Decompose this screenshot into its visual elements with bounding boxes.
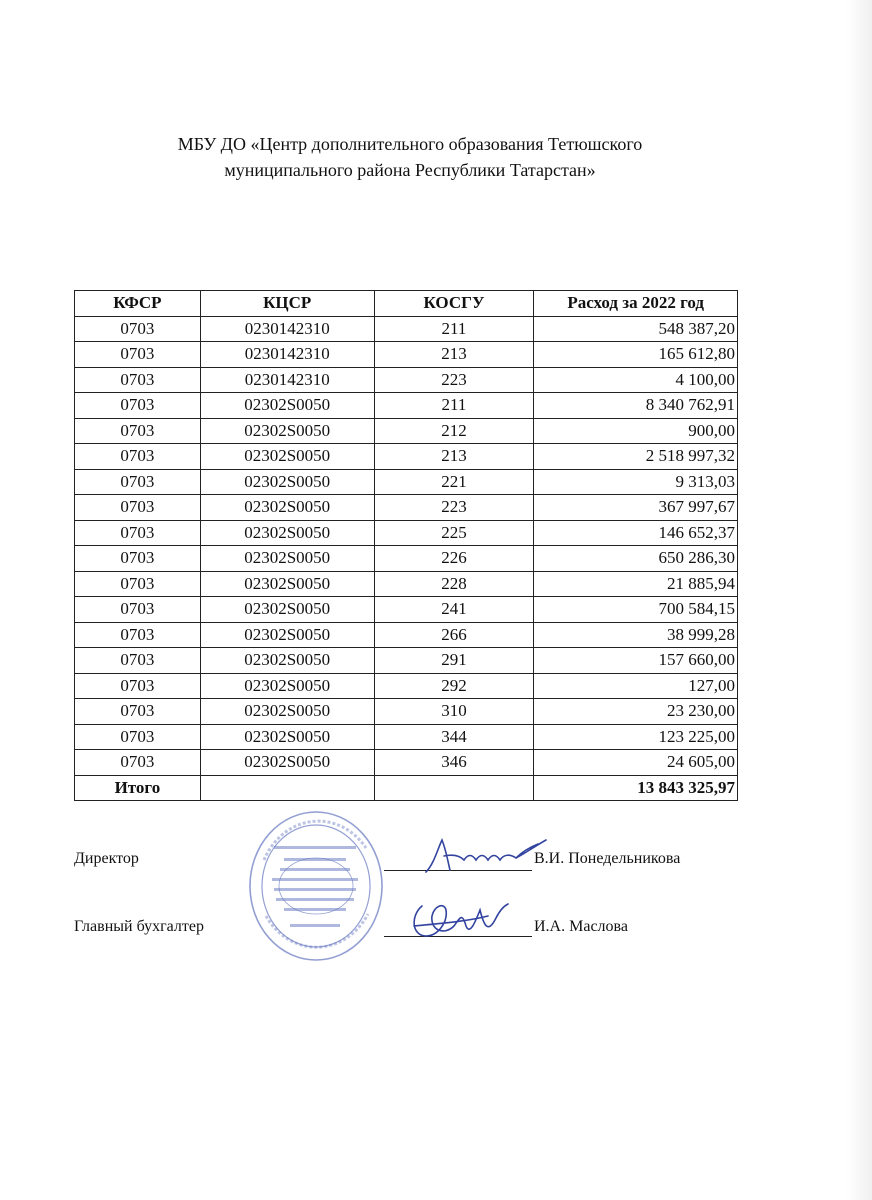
- cell-kfsr: 0703: [75, 418, 201, 444]
- table-row: [75, 699, 738, 725]
- table-body: [75, 316, 738, 775]
- cell-kfsr: 0703: [75, 393, 201, 419]
- cell-kcsr: 02302S0050: [200, 597, 374, 623]
- table-row: [75, 444, 738, 470]
- cell-kosgu: 213: [374, 444, 534, 470]
- cell-kosgu: 221: [374, 469, 534, 495]
- table-row: [75, 342, 738, 368]
- cell-kosgu: 346: [374, 750, 534, 776]
- cell-kcsr: 02302S0050: [200, 495, 374, 521]
- cell-kosgu: 211: [374, 393, 534, 419]
- cell-kcsr: 0230142310: [200, 342, 374, 368]
- scan-edge-shadow: [846, 0, 872, 1200]
- header-kfsr: КФСР: [75, 291, 201, 317]
- cell-kcsr: 02302S0050: [200, 393, 374, 419]
- cell-expense: 548 387,20: [534, 316, 738, 342]
- cell-kcsr: 02302S0050: [200, 724, 374, 750]
- cell-kosgu: 228: [374, 571, 534, 597]
- cell-kfsr: 0703: [75, 342, 201, 368]
- table-row: [75, 393, 738, 419]
- cell-kfsr: 0703: [75, 597, 201, 623]
- cell-kfsr: 0703: [75, 673, 201, 699]
- table-row: [75, 469, 738, 495]
- total-empty-cell: [200, 775, 374, 801]
- table-row: [75, 648, 738, 674]
- cell-expense: 24 605,00: [534, 750, 738, 776]
- cell-expense: 127,00: [534, 673, 738, 699]
- cell-expense: 146 652,37: [534, 520, 738, 546]
- cell-kfsr: 0703: [75, 495, 201, 521]
- cell-expense: 367 997,67: [534, 495, 738, 521]
- cell-expense: 165 612,80: [534, 342, 738, 368]
- header-kosgu: КОСГУ: [374, 291, 534, 317]
- cell-kfsr: 0703: [75, 546, 201, 572]
- cell-kcsr: 02302S0050: [200, 571, 374, 597]
- cell-expense: 650 286,30: [534, 546, 738, 572]
- cell-kcsr: 02302S0050: [200, 469, 374, 495]
- accountant-name: И.А. Маслова: [534, 918, 628, 935]
- accountant-signature: [404, 896, 514, 946]
- cell-kosgu: 226: [374, 546, 534, 572]
- cell-expense: 700 584,15: [534, 597, 738, 623]
- cell-kfsr: 0703: [75, 316, 201, 342]
- cell-kcsr: 0230142310: [200, 316, 374, 342]
- cell-expense: 4 100,00: [534, 367, 738, 393]
- cell-kfsr: 0703: [75, 750, 201, 776]
- table-row: [75, 597, 738, 623]
- cell-kfsr: 0703: [75, 571, 201, 597]
- official-stamp: [244, 806, 388, 966]
- cell-kfsr: 0703: [75, 724, 201, 750]
- cell-kcsr: 02302S0050: [200, 546, 374, 572]
- cell-kfsr: 0703: [75, 469, 201, 495]
- cell-kfsr: 0703: [75, 520, 201, 546]
- director-signature: [420, 834, 550, 878]
- table-row: [75, 546, 738, 572]
- header-kcsr: КЦСР: [200, 291, 374, 317]
- cell-kosgu: 223: [374, 367, 534, 393]
- table-row: [75, 520, 738, 546]
- table-row: [75, 622, 738, 648]
- header-expense: Расход за 2022 год: [534, 291, 738, 317]
- cell-kcsr: 0230142310: [200, 367, 374, 393]
- table-row: [75, 750, 738, 776]
- cell-kfsr: 0703: [75, 622, 201, 648]
- cell-kosgu: 223: [374, 495, 534, 521]
- table-row: [75, 367, 738, 393]
- director-label: Директор: [74, 850, 139, 867]
- cell-kosgu: 213: [374, 342, 534, 368]
- cell-expense: 157 660,00: [534, 648, 738, 674]
- cell-kosgu: 344: [374, 724, 534, 750]
- cell-expense: 21 885,94: [534, 571, 738, 597]
- total-label: Итого: [75, 775, 201, 801]
- title-line-2: муниципального района Республики Татарстан»: [224, 160, 596, 180]
- cell-kosgu: 310: [374, 699, 534, 725]
- cell-kfsr: 0703: [75, 699, 201, 725]
- cell-expense: 2 518 997,32: [534, 444, 738, 470]
- cell-expense: 9 313,03: [534, 469, 738, 495]
- total-value: 13 843 325,97: [534, 775, 738, 801]
- cell-expense: 123 225,00: [534, 724, 738, 750]
- document-title: [100, 131, 720, 183]
- total-row: [75, 775, 738, 801]
- table-row: [75, 673, 738, 699]
- cell-kfsr: 0703: [75, 367, 201, 393]
- cell-kcsr: 02302S0050: [200, 648, 374, 674]
- table-row: [75, 724, 738, 750]
- cell-kosgu: 211: [374, 316, 534, 342]
- cell-kosgu: 212: [374, 418, 534, 444]
- cell-kfsr: 0703: [75, 444, 201, 470]
- table-row: [75, 495, 738, 521]
- cell-expense: 23 230,00: [534, 699, 738, 725]
- cell-expense: 900,00: [534, 418, 738, 444]
- cell-kosgu: 266: [374, 622, 534, 648]
- title-line-1: МБУ ДО «Центр дополнительного образования Тетюшского: [177, 134, 643, 154]
- accountant-label: Главный бухгалтер: [74, 918, 204, 935]
- table-row: [75, 571, 738, 597]
- table-row: [75, 418, 738, 444]
- director-name: В.И. Понедельникова: [534, 850, 681, 867]
- cell-kcsr: 02302S0050: [200, 673, 374, 699]
- cell-kcsr: 02302S0050: [200, 520, 374, 546]
- expense-table: [74, 290, 738, 801]
- table-header-row: [75, 291, 738, 317]
- cell-kcsr: 02302S0050: [200, 750, 374, 776]
- cell-kcsr: 02302S0050: [200, 622, 374, 648]
- cell-kosgu: 292: [374, 673, 534, 699]
- cell-kosgu: 241: [374, 597, 534, 623]
- cell-expense: 38 999,28: [534, 622, 738, 648]
- cell-kosgu: 225: [374, 520, 534, 546]
- cell-kcsr: 02302S0050: [200, 444, 374, 470]
- cell-kosgu: 291: [374, 648, 534, 674]
- table-row: [75, 316, 738, 342]
- total-empty-cell: [374, 775, 534, 801]
- cell-expense: 8 340 762,91: [534, 393, 738, 419]
- cell-kfsr: 0703: [75, 648, 201, 674]
- cell-kcsr: 02302S0050: [200, 418, 374, 444]
- cell-kcsr: 02302S0050: [200, 699, 374, 725]
